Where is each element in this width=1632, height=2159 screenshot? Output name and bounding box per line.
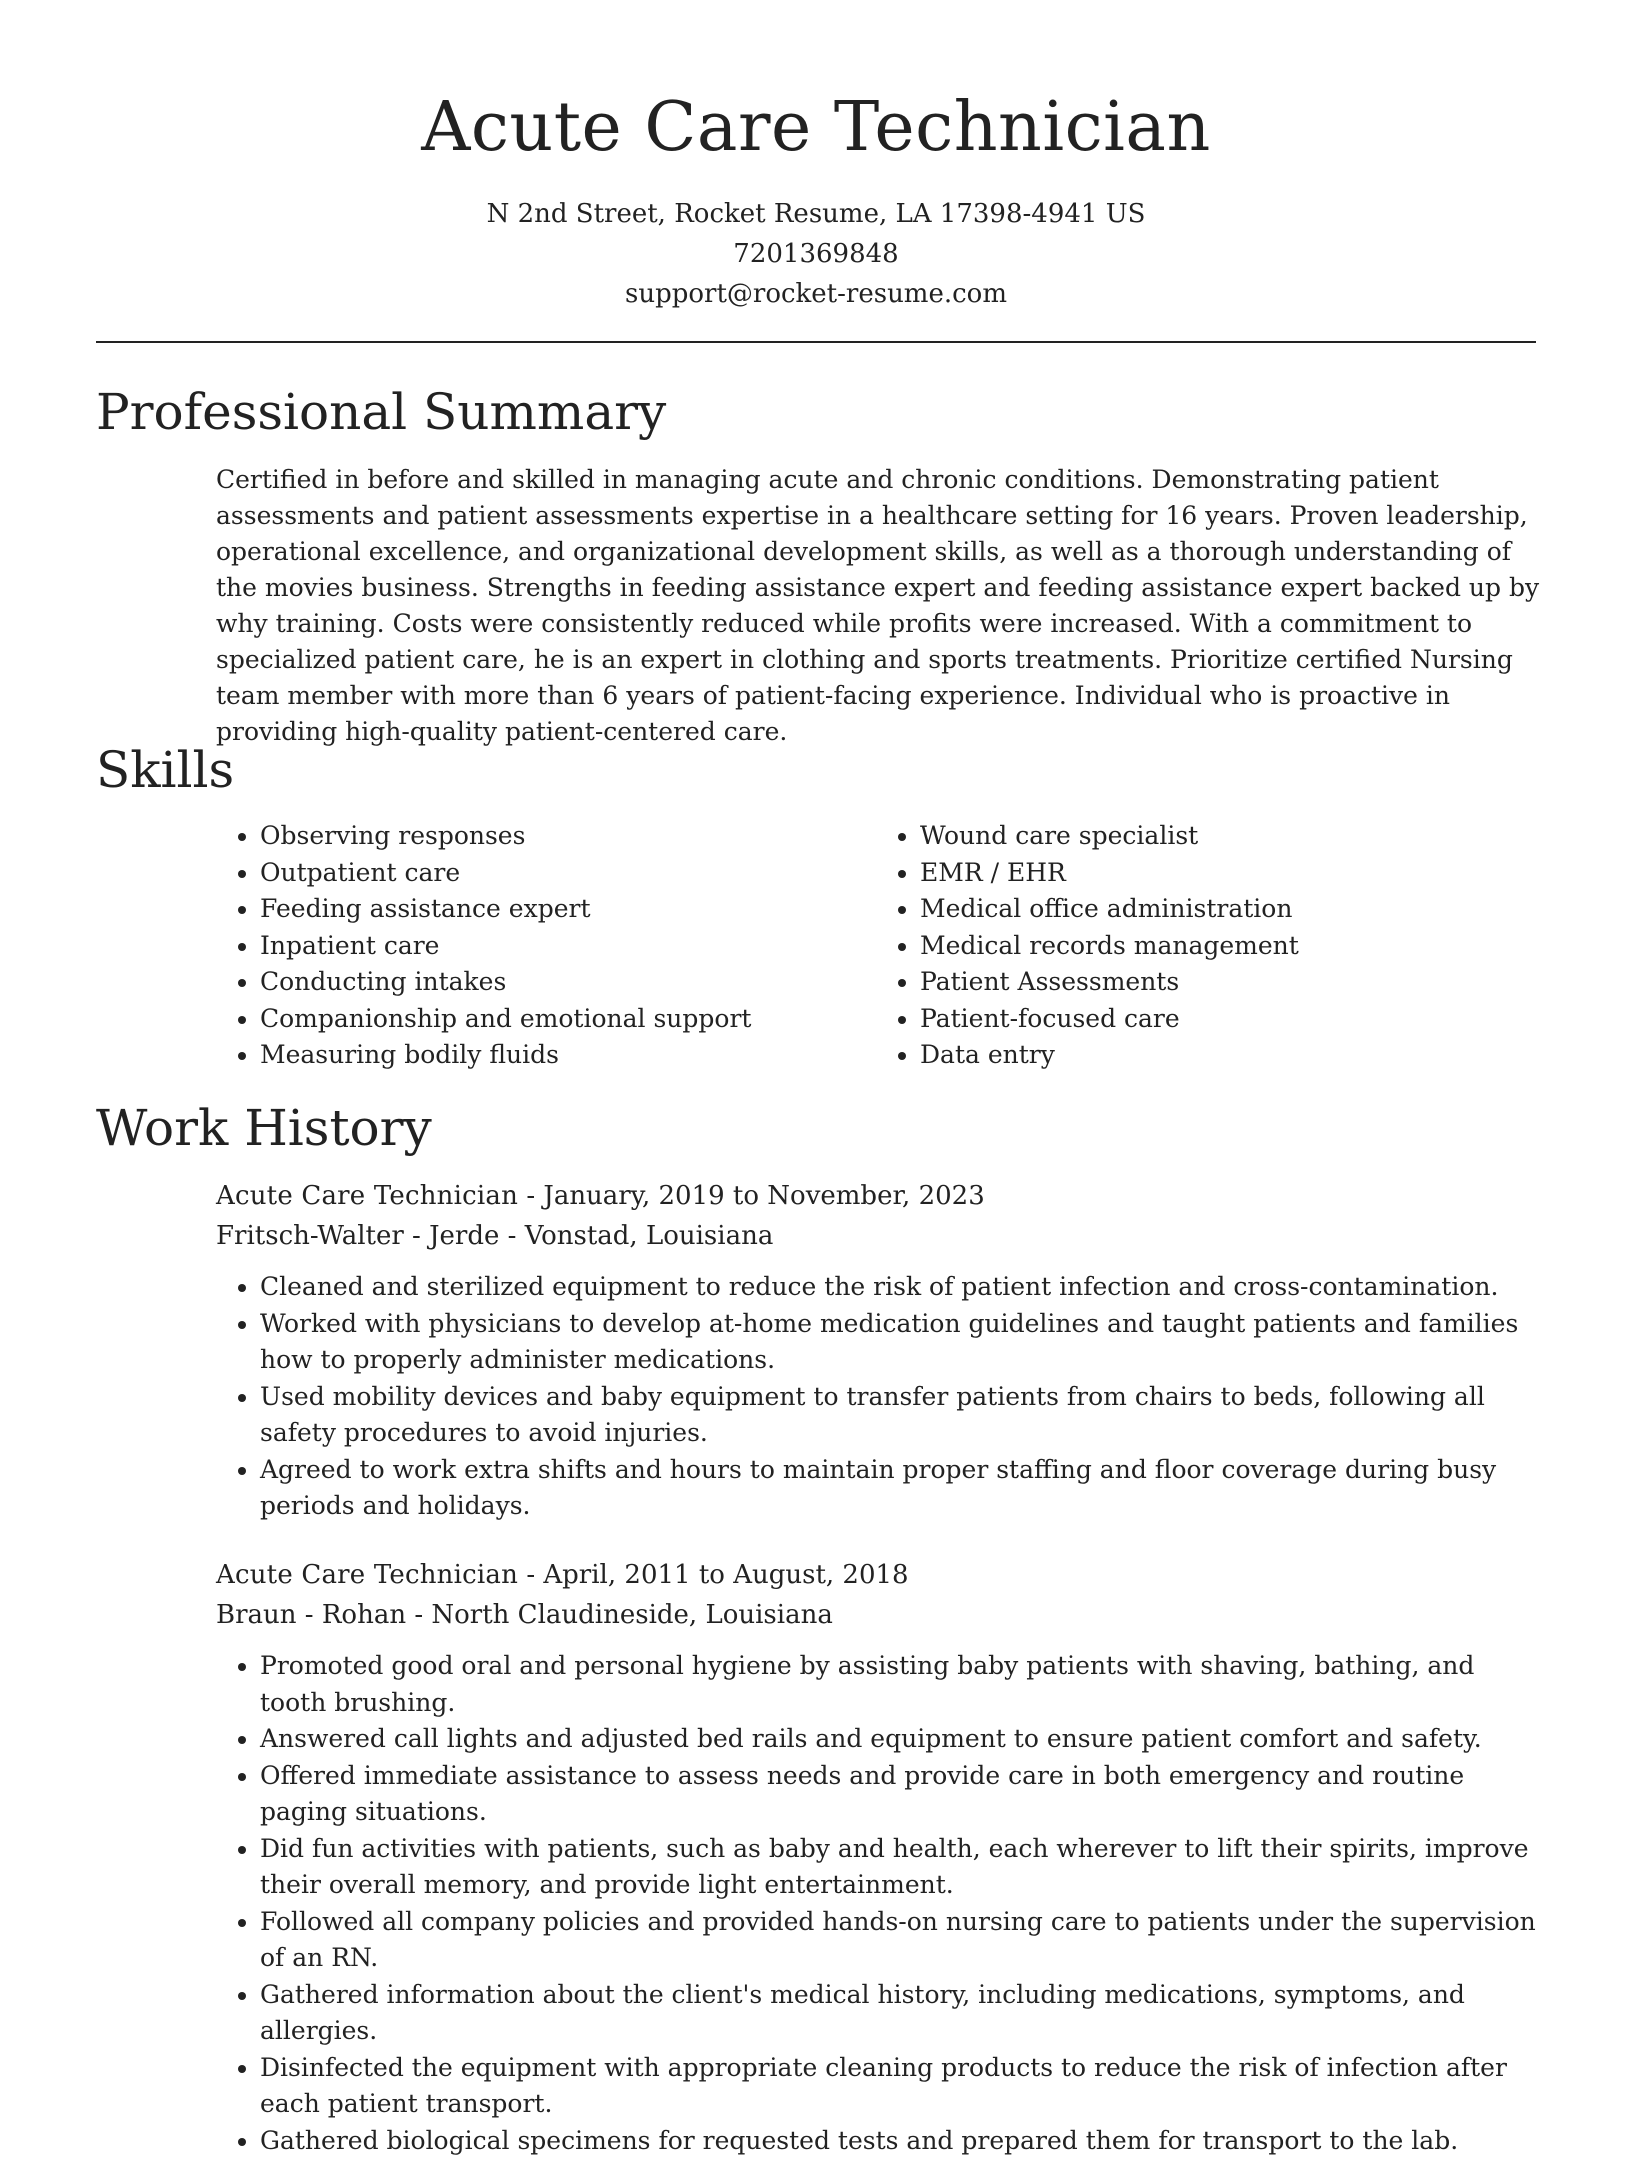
skill-item: • Companionship and emotional support [260,1001,876,1038]
skill-item: • Feeding assistance expert [260,891,876,928]
skill-item: • Wound care specialist [920,818,1536,855]
skill-item: • Data entry [920,1037,1536,1074]
duty-item: • Worked with physicians to develop at-home medication guidelines and taught patients and families how to properly administer medications. [260,1306,1546,1379]
resume-header [0,0,1632,314]
skills-column-left [216,818,876,1074]
skill-item: • Patient Assessments [920,964,1536,1001]
email: support@rocket-resume.com [0,274,1632,314]
skills-column-right [876,818,1536,1074]
duty-item: • Followed all company policies and provided hands-on nursing care to patients under the supervision of an RN. [260,1904,1546,1977]
duty-item: • Did fun activities with patients, such as baby and health, each wherever to lift their spirits, improve their overall memory, and provide light entertainment. [260,1831,1546,1904]
skill-item: • Observing responses [260,818,876,855]
company-line: Braun - Rohan - North Claudineside, Louisiana [216,1595,1546,1635]
duty-item: • Agreed to work extra shifts and hours to maintain proper staffing and floor coverage during busy periods and holidays. [260,1452,1546,1525]
job-dates: April, 2011 to August, 2018 [543,1560,908,1590]
summary-text: Certified in before and skilled in managing acute and chronic conditions. Demonstrating patient assessments and patient assessments expertise in a healthcare setting for 16 years. Proven leadership, operational excellence, and organizational development skills, as well as a thorough understanding of the movies business. Strengths in feeding assistance expert and feeding assistance expert backed up by why training. Costs were consistently reduced while profits were increased. With a commitment to specialized patient care, he is an expert in clothing and sports treatments. Prioritize certified Nursing team member with more than 6 years of patient-facing experience. Individual who is proactive in providing high-quality patient-centered care. [216,462,1546,750]
duty-item: • Gathered information about the client's medical history, including medications, symptoms, and allergies. [260,1977,1546,2050]
job-duties [216,1269,1546,1525]
job-entry [216,1176,1546,1525]
job-title: Acute Care Technician [216,1181,518,1211]
skill-item: • Measuring bodily fluids [260,1037,876,1074]
duty-item: • Gathered biological specimens for requested tests and prepared them for transport to the lab. [260,2123,1546,2159]
skill-item: • Medical office administration [920,891,1536,928]
skills-heading: Skills [96,740,234,800]
duty-item: • Promoted good oral and personal hygiene by assisting baby patients with shaving, bathing, and tooth brushing. [260,1648,1546,1721]
job-duties [216,1648,1546,2159]
skill-item: • Patient-focused care [920,1001,1536,1038]
job-location: North Claudineside, Louisiana [431,1600,832,1630]
skill-item: • Outpatient care [260,855,876,892]
job-title: Acute Care Technician [216,1560,518,1590]
skill-item: • Inpatient care [260,928,876,965]
job-location: Vonstad, Louisiana [525,1221,774,1251]
candidate-name: Acute Care Technician [0,88,1632,168]
skill-item: • EMR / EHR [920,855,1536,892]
company-name: Braun - Rohan [216,1600,406,1630]
job-entry [216,1555,1546,2159]
job-title-line: Acute Care Technician - January, 2019 to November, 2023 [216,1176,1546,1216]
skill-item: • Medical records management [920,928,1536,965]
duty-item: • Cleaned and sterilized equipment to reduce the risk of patient infection and cross-contamination. [260,1269,1546,1306]
summary-heading: Professional Summary [96,382,666,442]
phone: 7201369848 [0,234,1632,274]
address: N 2nd Street, Rocket Resume, LA 17398-4941 US [0,194,1632,234]
job-dates: January, 2019 to November, 2023 [543,1181,984,1211]
company-line: Fritsch-Walter - Jerde - Vonstad, Louisiana [216,1216,1546,1256]
skills-list [216,818,1536,1074]
duty-item: • Used mobility devices and baby equipment to transfer patients from chairs to beds, following all safety procedures to avoid injuries. [260,1379,1546,1452]
header-divider [96,341,1536,343]
company-name: Fritsch-Walter - Jerde [216,1221,499,1251]
duty-item: • Answered call lights and adjusted bed rails and equipment to ensure patient comfort and safety. [260,1721,1546,1758]
skill-item: • Conducting intakes [260,964,876,1001]
job-title-line: Acute Care Technician - April, 2011 to August, 2018 [216,1555,1546,1595]
duty-item: • Disinfected the equipment with appropriate cleaning products to reduce the risk of infection after each patient transport. [260,2050,1546,2123]
work-history-heading: Work History [96,1098,432,1158]
duty-item: • Offered immediate assistance to assess needs and provide care in both emergency and routine paging situations. [260,1758,1546,1831]
contact-info [0,194,1632,314]
